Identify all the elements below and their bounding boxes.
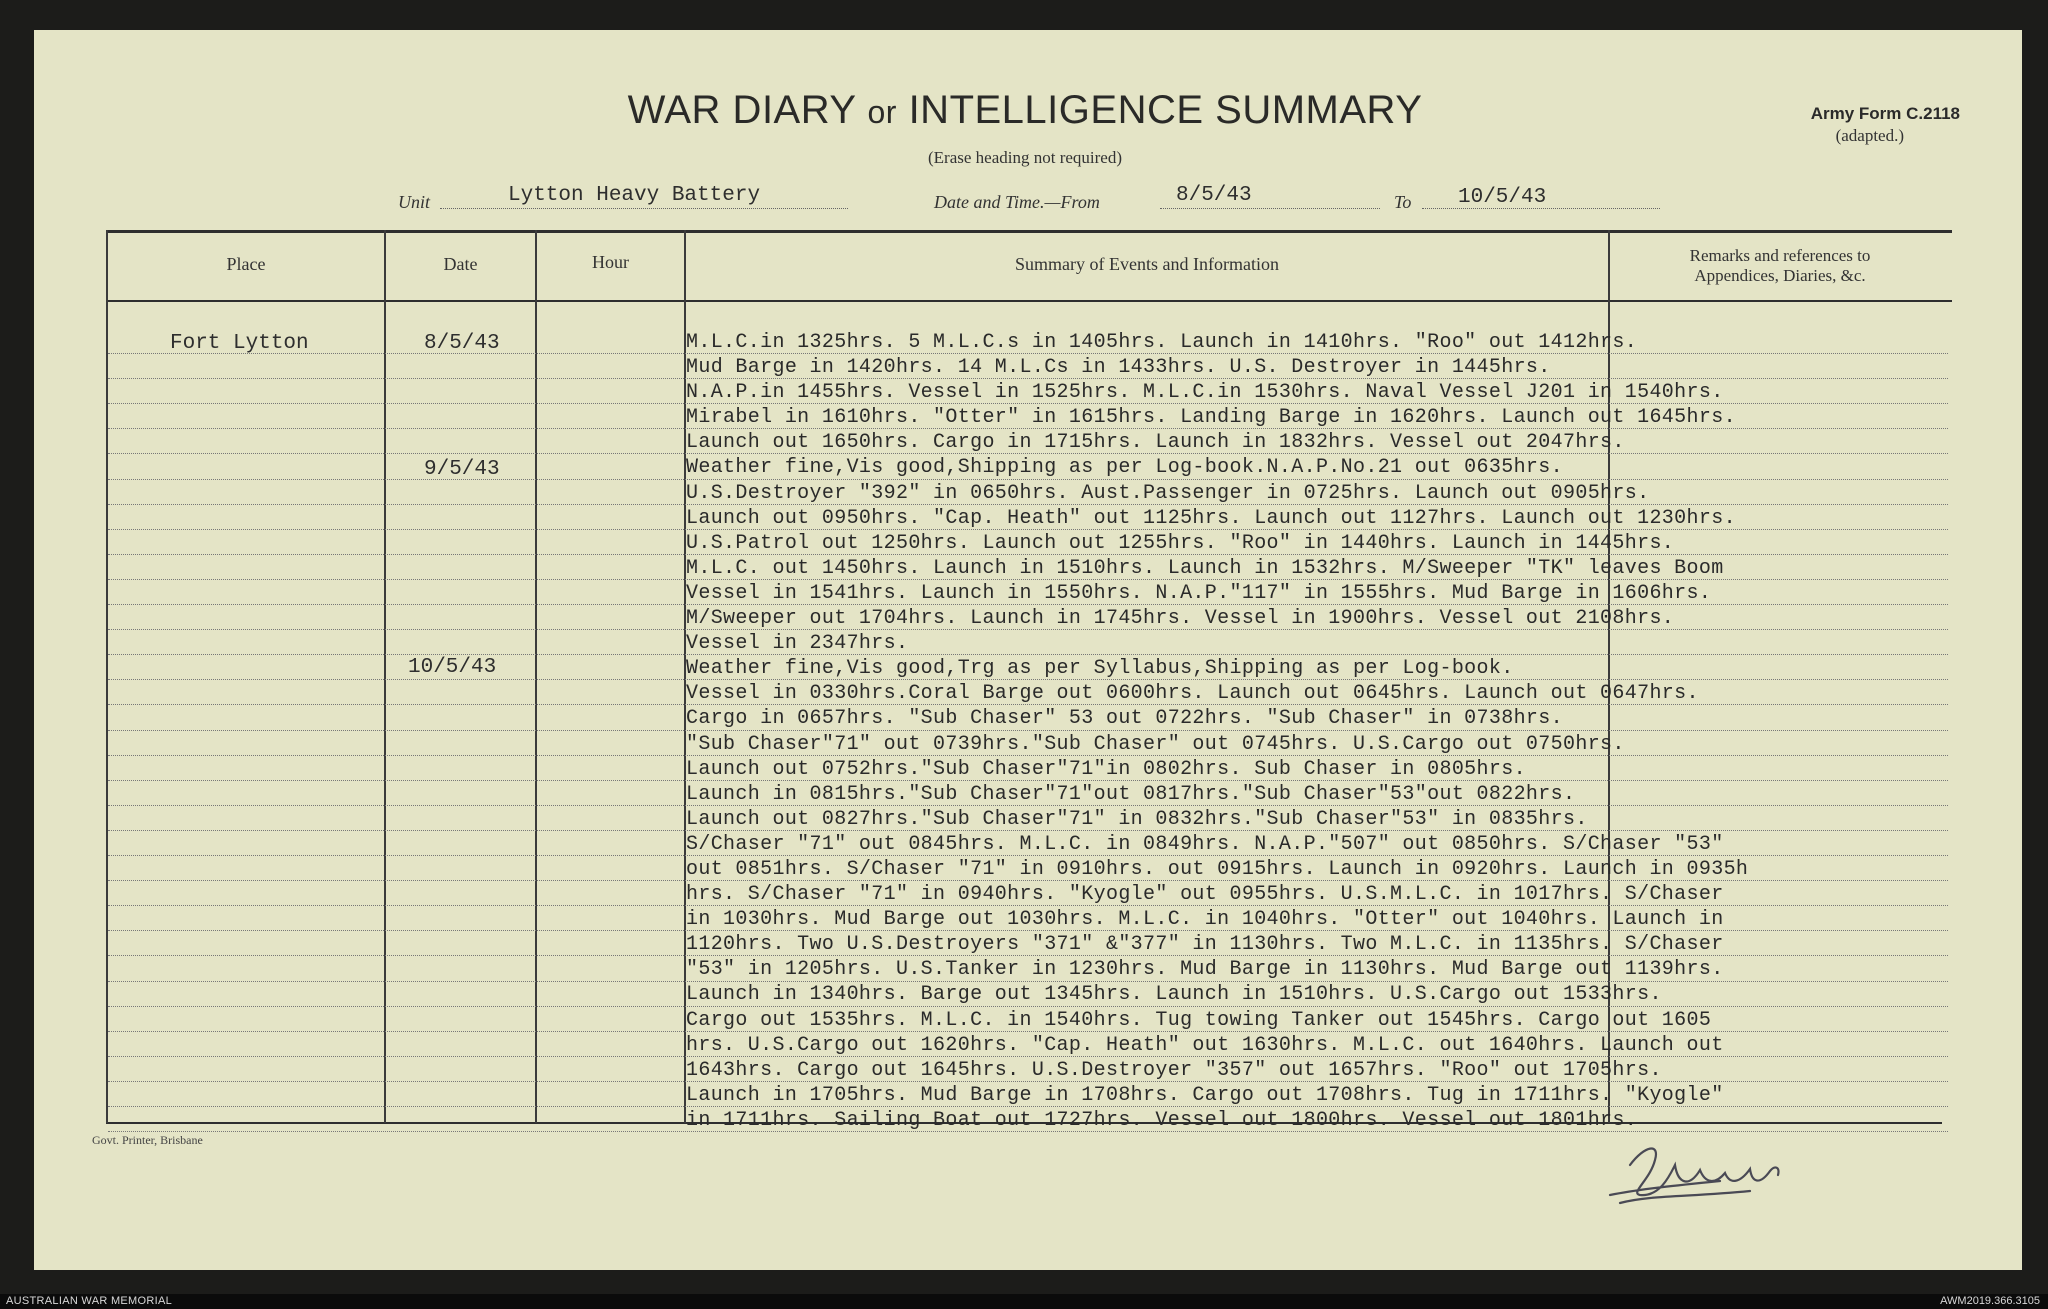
adapted-label: (adapted.): [1835, 126, 1904, 145]
signature: [1600, 1125, 1830, 1215]
summary-line: in 1030hrs. Mud Barge out 1030hrs. M.L.C. in 1040hrs. "Otter" out 1040hrs. Launch in: [686, 908, 1724, 932]
summary-line: Mirabel in 1610hrs. "Otter" in 1615hrs. Landing Barge in 1620hrs. Launch out 1645hrs.: [686, 406, 1736, 430]
to-value: 10/5/43: [1458, 186, 1547, 209]
summary-line: Launch in 1340hrs. Barge out 1345hrs. Launch in 1510hrs. U.S.Cargo out 1533hrs.: [686, 983, 1662, 1007]
summary-line: 1643hrs. Cargo out 1645hrs. U.S.Destroyer "357" out 1657hrs. "Roo" out 1705hrs.: [686, 1058, 1662, 1082]
summary-line: Launch out 1650hrs. Cargo in 1715hrs. Launch in 1832hrs. Vessel out 2047hrs.: [686, 431, 1625, 455]
archive-bar: [0, 1294, 2048, 1309]
summary-line: Cargo in 0657hrs. "Sub Chaser" 53 out 0722hrs. "Sub Chaser" in 0738hrs.: [686, 707, 1563, 731]
table-header-rule: [106, 300, 1952, 302]
archive-name: AUSTRALIAN WAR MEMORIAL: [6, 1295, 173, 1307]
title-main: WAR DIARY: [627, 88, 856, 132]
summary-line: U.S.Patrol out 1250hrs. Launch out 1255hrs. "Roo" in 1440hrs. Launch in 1445hrs.: [686, 531, 1675, 555]
from-dotline: [1160, 208, 1380, 209]
summary-line: "Sub Chaser"71" out 0739hrs."Sub Chaser" out 0745hrs. U.S.Cargo out 0750hrs.: [686, 732, 1625, 756]
entry-date-1: 8/5/43: [424, 332, 500, 355]
summary-line: Vessel in 0330hrs.Coral Barge out 0600hrs. Launch out 0645hrs. Launch out 0647hrs.: [686, 682, 1699, 706]
col-divider-date: [535, 230, 537, 1123]
summary-line: in 1711hrs. Sailing Boat out 1727hrs. Vessel out 1800hrs. Vessel out 1801hrs.: [686, 1108, 1638, 1132]
summary-line: M.L.C.in 1325hrs. 5 M.L.C.s in 1405hrs. Launch in 1410hrs. "Roo" out 1412hrs.: [686, 331, 1638, 354]
summary-line: Launch out 0752hrs."Sub Chaser"71"in 0802hrs. Sub Chaser in 0805hrs.: [686, 757, 1526, 781]
entry-date-2: 9/5/43: [424, 458, 500, 481]
summary-line: out 0851hrs. S/Chaser "71" in 0910hrs. out 0915hrs. Launch in 0920hrs. Launch in 0935h: [686, 857, 1749, 881]
page-subtitle: (Erase heading not required): [928, 148, 1122, 167]
summary-line: hrs. S/Chaser "71" in 0940hrs. "Kyogle" out 0955hrs. U.S.M.L.C. in 1017hrs. S/Chaser: [686, 883, 1724, 907]
summary-line: Launch out 0827hrs."Sub Chaser"71" in 0832hrs."Sub Chaser"53" in 0835hrs.: [686, 807, 1588, 831]
col-left-border: [106, 230, 108, 1123]
army-form-label: Army Form C.2118: [1810, 104, 1960, 123]
summary-line: "53" in 1205hrs. U.S.Tanker in 1230hrs. Mud Barge in 1130hrs. Mud Barge out 1139hrs.: [686, 958, 1724, 982]
table-top-rule: [106, 230, 1952, 233]
summary-line: hrs. U.S.Cargo out 1620hrs. "Cap. Heath" out 1630hrs. M.L.C. out 1640hrs. Launch out: [686, 1033, 1724, 1057]
archive-id: AWM2019.366.3105: [1940, 1295, 2040, 1307]
unit-dotline: [440, 208, 848, 209]
page-title: [600, 88, 1450, 133]
summary-line: N.A.P.in 1455hrs. Vessel in 1525hrs. M.L.C.in 1530hrs. Naval Vessel J201 in 1540hrs.: [686, 381, 1724, 405]
summary-line: 1120hrs. Two U.S.Destroyers "371" &"377" in 1130hrs. Two M.L.C. in 1135hrs. S/Chaser: [686, 933, 1724, 957]
title-rest: INTELLIGENCE SUMMARY: [908, 88, 1423, 132]
summary-line: S/Chaser "71" out 0845hrs. M.L.C. in 0849hrs. N.A.P."507" out 0850hrs. S/Chaser "53": [686, 832, 1724, 856]
col-header-remarks-2: Appendices, Diaries, &c.: [1694, 266, 1866, 285]
entry-date-3: 10/5/43: [408, 656, 497, 679]
govt-printer: Govt. Printer, Brisbane: [92, 1133, 203, 1147]
summary-line: Weather fine,Vis good,Shipping as per Log-book.N.A.P.No.21 out 0635hrs.: [686, 456, 1563, 480]
summary-line: Launch in 1705hrs. Mud Barge in 1708hrs. Cargo out 1708hrs. Tug in 1711hrs. "Kyogle": [686, 1083, 1724, 1107]
summary-line: Vessel in 2347hrs.: [686, 632, 909, 656]
summary-line: Launch in 0815hrs."Sub Chaser"71"out 0817hrs."Sub Chaser"53"out 0822hrs.: [686, 782, 1576, 806]
summary-line: Mud Barge in 1420hrs. 14 M.L.Cs in 1433hrs. U.S. Destroyer in 1445hrs.: [686, 356, 1551, 380]
entry-place: Fort Lytton: [170, 332, 309, 355]
unit-value: Lytton Heavy Battery: [508, 184, 761, 207]
summary-line: Cargo out 1535hrs. M.L.C. in 1540hrs. Tug towing Tanker out 1545hrs. Cargo out 1605: [686, 1008, 1712, 1032]
summary-line: M.L.C. out 1450hrs. Launch in 1510hrs. Launch in 1532hrs. M/Sweeper "TK" leaves Boom: [686, 556, 1724, 580]
col-header-hour: Hour: [592, 252, 629, 272]
col-header-summary: Summary of Events and Information: [1015, 254, 1279, 274]
summary-line: M/Sweeper out 1704hrs. Launch in 1745hrs. Vessel in 1900hrs. Vessel out 2108hrs.: [686, 607, 1675, 631]
to-label: To: [1394, 192, 1412, 212]
summary-of-events: [686, 330, 1966, 1133]
col-header-place: Place: [226, 254, 266, 274]
summary-line: Vessel in 1541hrs. Launch in 1550hrs. N.A.P."117" in 1555hrs. Mud Barge in 1606hrs.: [686, 581, 1712, 605]
col-header-remarks-1: Remarks and references to: [1689, 246, 1871, 265]
from-value: 8/5/43: [1176, 184, 1252, 207]
summary-line: Weather fine,Vis good,Trg as per Syllabus,Shipping as per Log-book.: [686, 657, 1514, 681]
summary-line: U.S.Destroyer "392" in 0650hrs. Aust.Passenger in 0725hrs. Launch out 0905hrs.: [686, 481, 1650, 505]
date-time-label: Date and Time.—From: [934, 192, 1100, 212]
title-or: or: [867, 94, 897, 130]
col-header-date: Date: [443, 254, 478, 274]
col-divider-place: [384, 230, 386, 1123]
summary-line: Launch out 0950hrs. "Cap. Heath" out 1125hrs. Launch out 1127hrs. Launch out 1230hrs.: [686, 506, 1736, 530]
unit-label: Unit: [398, 192, 431, 212]
